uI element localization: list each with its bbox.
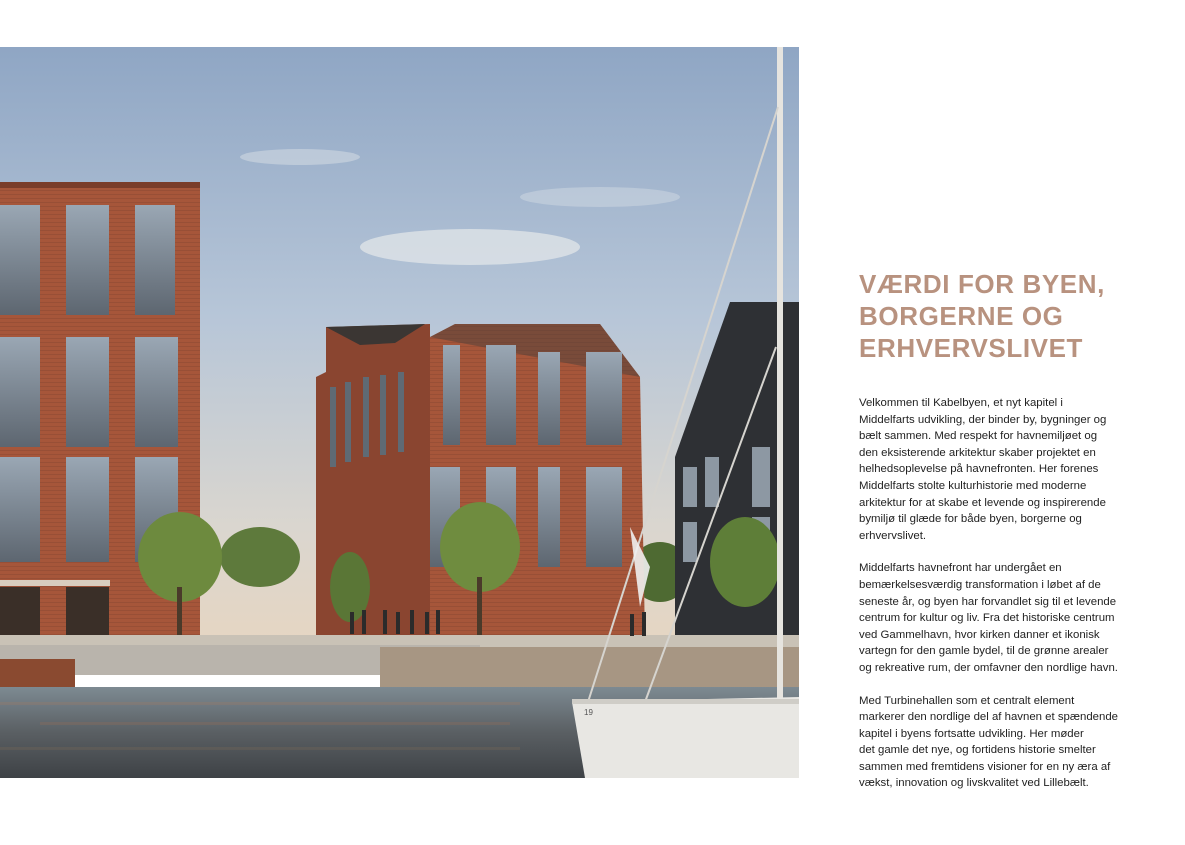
text-line: Med Turbinehallen som et centralt element xyxy=(859,694,1075,707)
text-line: bymiljø til glæde for både byen, borgerne og xyxy=(859,513,1082,526)
text-line: bemærkelsesværdig transformation i løbet af de xyxy=(859,578,1101,591)
text-line: sammen med fremtidens visioner for en ny æra af xyxy=(859,760,1111,773)
text-line: og rekreative rum, der omfavner den nordlige havn. xyxy=(859,661,1118,674)
text-line: Velkommen til Kabelbyen, et nyt kapitel i xyxy=(859,397,1063,409)
text-line: Middelfarts havnefront har undergået en xyxy=(859,562,1062,575)
page-heading xyxy=(859,268,1149,364)
boat-number: 19 xyxy=(584,708,593,717)
text-line: seneste år, og byen har forvandlet sig til et levende xyxy=(859,595,1117,608)
text-line: erhvervslivet. xyxy=(859,529,927,542)
paragraph-harbor xyxy=(859,560,1149,676)
heading-line: BORGERNE OG xyxy=(859,301,1064,331)
tree-trunk xyxy=(177,587,182,637)
text-line: Middelfarts stolte kulturhistorie med moderne xyxy=(859,479,1087,492)
article xyxy=(859,268,1149,808)
text-line: arkitektur for at skabe et levende og inspirerende xyxy=(859,496,1106,509)
cloud xyxy=(240,149,360,165)
tree xyxy=(710,517,780,607)
heading-line: ERHVERVSLIVET xyxy=(859,333,1084,363)
text-line: bælt sammen. Med respekt for havnemiljøet og xyxy=(859,430,1098,443)
tree xyxy=(220,527,300,587)
text-line: markerer den nordlige del af havnen et spændende xyxy=(859,711,1118,724)
text-line: vækst, innovation og livskvalitet ved Lillebælt. xyxy=(859,777,1089,790)
text-line: det gamle det nye, og fortidens historie smelter xyxy=(859,744,1096,757)
text-line: kapitel i byens fortsatte udvikling. Her møder xyxy=(859,727,1084,740)
heading-line: VÆRDI FOR BYEN, xyxy=(859,269,1105,299)
paragraph-turbinehallen xyxy=(859,693,1149,793)
text-line: den eksisterende arkitektur skaber projektet en xyxy=(859,446,1096,459)
text-line: ved Gammelhavn, hvor kirken danner et ikonisk xyxy=(859,628,1100,641)
text-line: Middelfarts udvikling, der binder by, bygninger og xyxy=(859,413,1107,426)
paragraph-intro xyxy=(859,395,1149,544)
cloud xyxy=(360,229,580,265)
harbor-rendering-image xyxy=(0,47,799,778)
cloud xyxy=(520,187,680,207)
text-line: helhedsoplevelse på havnefronten. Her forenes xyxy=(859,463,1099,476)
text-line: vartegn for den gamle bydel, til de grønne arealer xyxy=(859,645,1109,658)
riprap xyxy=(380,647,799,687)
tree-trunk xyxy=(477,577,482,637)
text-line: centrum for kultur og liv. Fra det historiske centrum xyxy=(859,612,1115,625)
